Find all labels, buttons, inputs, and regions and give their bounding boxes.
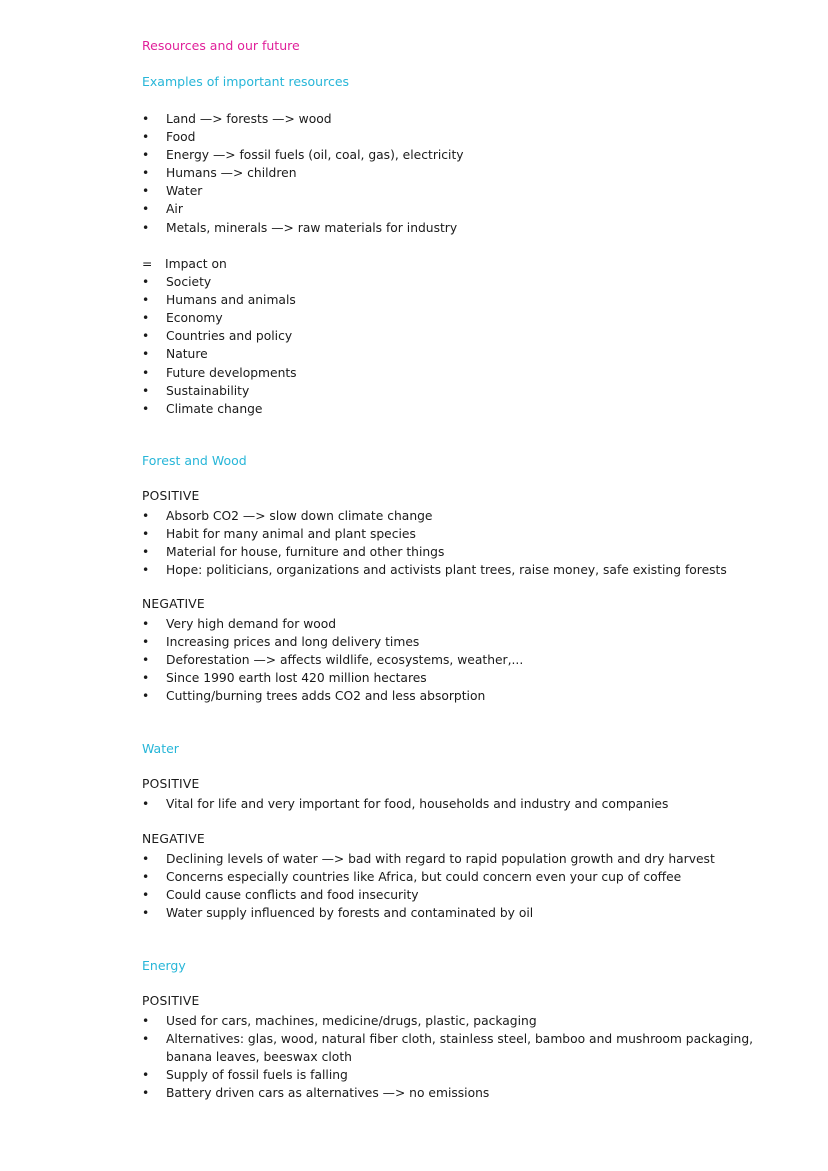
list-item: • Deforestation —> affects wildlife, ecosystems, weather,... [142, 653, 524, 668]
list-item: • Society [142, 275, 212, 290]
list-item: • Water [142, 184, 203, 199]
list-item: • Used for cars, machines, medicine/drugs, plastic, packaging [142, 1014, 537, 1028]
water-negative-list [0, 850, 828, 922]
list-item: • Could cause conflicts and food insecurity [142, 888, 419, 903]
water-negative-label: NEGATIVE [142, 832, 205, 846]
list-item: • Habit for many animal and plant species [142, 527, 416, 542]
list-item: • Alternatives: glas, wood, natural fiber cloth, stainless steel, bamboo and mushroom packaging, banana leaves, beeswax cloth [142, 1032, 754, 1065]
list-item: • Battery driven cars as alternatives —> no emissions [142, 1086, 490, 1101]
list-item: • Absorb CO2 —> slow down climate change [142, 509, 433, 523]
forest-negative-label: NEGATIVE [142, 597, 205, 611]
forest-positive-label: POSITIVE [142, 489, 200, 503]
energy-positive-label: POSITIVE [142, 994, 200, 1008]
list-item: • Energy —> fossil fuels (oil, coal, gas), electricity [142, 148, 464, 163]
list-item: • Humans —> children [142, 166, 297, 181]
list-item: • Land —> forests —> wood [142, 112, 332, 126]
list-item: • Increasing prices and long delivery times [142, 635, 420, 650]
list-item: • Supply of fossil fuels is falling [142, 1068, 348, 1083]
list-item: • Economy [142, 311, 223, 326]
impact-list [0, 255, 828, 418]
forest-heading: Forest and Wood [142, 453, 247, 468]
list-item: • Nature [142, 347, 208, 362]
list-item: • Sustainability [142, 383, 250, 398]
list-item: • Cutting/burning trees adds CO2 and less absorption [142, 689, 486, 704]
list-item: • Material for house, furniture and other things [142, 545, 445, 560]
energy-positive-list [0, 1012, 828, 1102]
water-positive-label: POSITIVE [142, 777, 200, 791]
list-item: • Very high demand for wood [142, 617, 337, 631]
impact-intro: = Impact on [142, 257, 227, 271]
examples-list [0, 110, 828, 237]
examples-heading: Examples of important resources [142, 74, 350, 89]
list-item: • Hope: politicians, organizations and activists plant trees, raise money, safe existing forests [142, 563, 727, 578]
list-item: • Climate change [142, 401, 263, 416]
document-title: Resources and our future [142, 38, 300, 53]
list-item: • Future developments [142, 365, 297, 380]
list-item: • Declining levels of water —> bad with regard to rapid population growth and dry harvest [142, 852, 715, 866]
list-item: • Countries and policy [142, 329, 293, 344]
energy-heading: Energy [142, 958, 186, 973]
list-item: • Concerns especially countries like Africa, but could concern even your cup of coffee [142, 870, 682, 885]
list-item: • Humans and animals [142, 293, 296, 308]
forest-negative-list [0, 615, 828, 705]
list-item: • Water supply influenced by forests and contaminated by oil [142, 906, 534, 921]
list-item: • Food [142, 130, 196, 145]
water-positive-list [0, 795, 828, 813]
list-item: • Since 1990 earth lost 420 million hectares [142, 671, 427, 686]
water-heading: Water [142, 741, 179, 756]
list-item: • Air [142, 202, 183, 217]
list-item: • Metals, minerals —> raw materials for industry [142, 220, 458, 235]
forest-positive-list [0, 507, 828, 579]
list-item: • Vital for life and very important for food, households and industry and companies [142, 797, 669, 811]
